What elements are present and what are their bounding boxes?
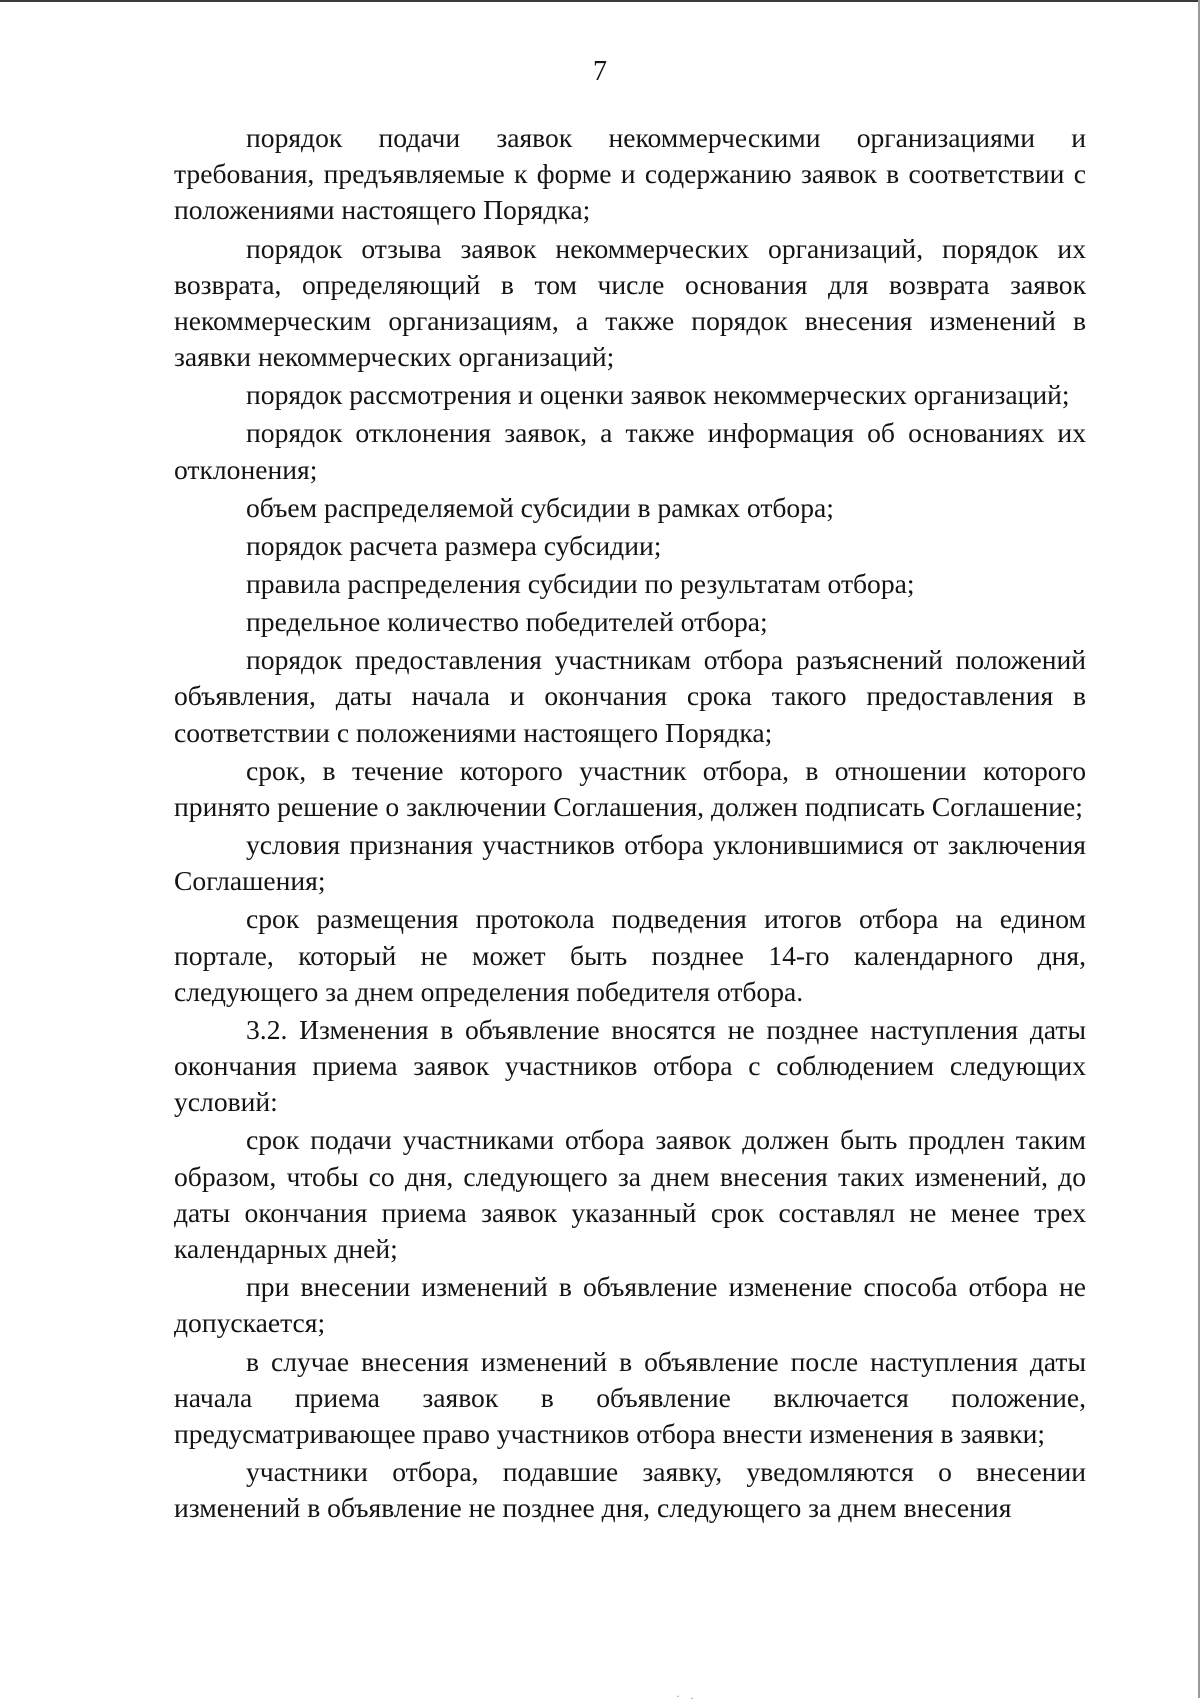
- paragraph-winner-limit: предельное количество победителей отбора;: [246, 606, 768, 638]
- scan-speck: ·: [690, 1691, 694, 1705]
- paragraph-application-changes: в случае внесения изменений в объявление после наступления даты начала приема заявок в объявление включается положение, предусматривающее право участников отбора внести изменения в заявки;: [174, 1345, 1086, 1449]
- scan-speck: ·: [676, 1689, 680, 1703]
- paragraph-evasion-conditions: условия признания участников отбора уклонившимися от заключения Соглашения;: [174, 829, 1086, 897]
- paragraph-withdrawal-procedure: порядок отзыва заявок некоммерческих организаций, порядок их возврата, определяющий в том числе основания для возврата заявок некоммерческим организациям, а также порядок внесения изменений в заявки некоммерческих организаций;: [174, 232, 1086, 373]
- paragraph-signing-deadline: срок, в течение которого участник отбора, в отношении которого принято решение о заключении Соглашения, должен подписать Соглашение;: [174, 754, 1086, 822]
- paragraph-subsidy-calculation: порядок расчета размера субсидии;: [246, 529, 662, 561]
- paragraph-rejection-procedure: порядок отклонения заявок, а также информация об основаниях их отклонения;: [174, 417, 1086, 485]
- page-number: 7: [593, 56, 607, 87]
- paragraph-deadline-extension: срок подачи участниками отбора заявок должен быть продлен таким образом, чтобы со дня, следующего за днем внесения таких изменений, до даты окончания приема заявок указанный срок составлял не менее трех календарных дней;: [174, 1124, 1086, 1265]
- paragraph-method-change: при внесении изменений в объявление изменение способа отбора не допускается;: [174, 1271, 1086, 1339]
- paragraph-submission-procedure: порядок подачи заявок некоммерческими организациями и требования, предъявляемые к форме и содержанию заявок в соответствии с положениями настоящего Порядка;: [174, 122, 1086, 226]
- paragraph-subsidy-volume: объем распределяемой субсидии в рамках отбора;: [246, 491, 834, 523]
- document-body: [174, 120, 1086, 1528]
- paragraph-participant-notification: участники отбора, подавшие заявку, уведомляются о внесении изменений в объявление не позднее дня, следующего за днем внесения: [174, 1456, 1086, 1524]
- paragraph-protocol-deadline: срок размещения протокола подведения итогов отбора на едином портале, который не может быть позднее 14-го календарного дня, следующего за днем определения победителя отбора.: [174, 903, 1086, 1007]
- paragraph-distribution-rules: правила распределения субсидии по результатам отбора;: [246, 567, 915, 599]
- paragraph-review-procedure: порядок рассмотрения и оценки заявок некоммерческих организаций;: [246, 379, 1070, 411]
- paragraph-clarifications: порядок предоставления участникам отбора разъяснений положений объявления, даты начала и окончания срока такого предоставления в соответствии с положениями настоящего Порядка;: [174, 644, 1086, 748]
- paragraph-section-3-2: 3.2. Изменения в объявление вносятся не позднее наступления даты окончания приема заявок участников отбора с соблюдением следующих условий:: [174, 1013, 1086, 1118]
- scan-top-edge: [0, 0, 1200, 2]
